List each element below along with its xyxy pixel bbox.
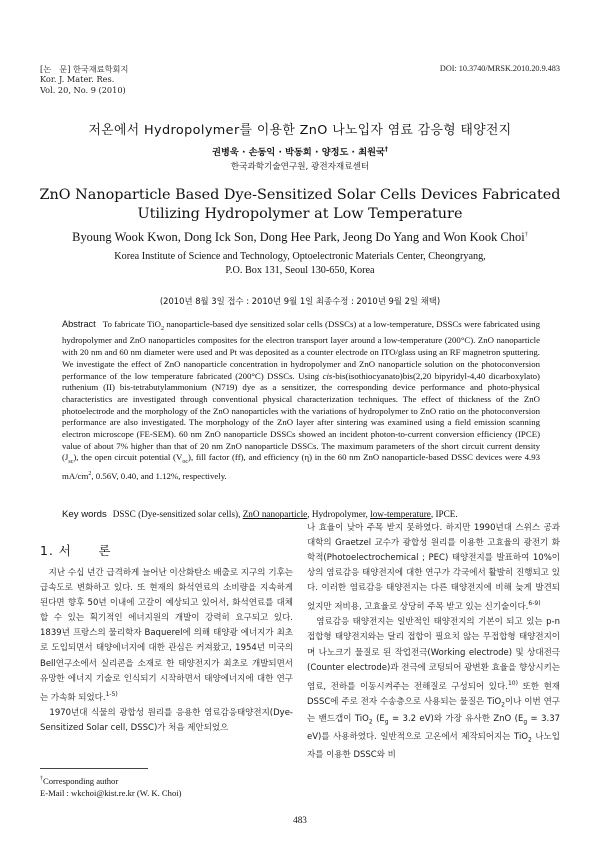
footnote-mark: † bbox=[40, 776, 43, 782]
abstract-sup: 2 bbox=[88, 470, 92, 477]
received-dates: (2010년 8월 3일 접수 : 2010년 9월 1일 최종수정 : 2010년 9월 2일 채택) bbox=[159, 296, 441, 306]
abstract-sub: 2 bbox=[161, 325, 164, 332]
affiliation-english-line1: Korea Institute of Science and Technology, Optoelectronic Materials Center, Cheongryang, bbox=[114, 251, 486, 262]
keywords bbox=[62, 509, 540, 520]
journal-name-ko: [논 문] 한국재료학회지 bbox=[40, 64, 129, 74]
corresponding-mark: † bbox=[384, 145, 388, 153]
citation: 10) bbox=[507, 679, 518, 687]
body-paragraph: 1970년대 식물의 광합성 원리를 응용한 염료감응태양전지(Dye-Sensitized Solar cell, DSSC)가 처음 제안되었으 bbox=[40, 707, 293, 733]
body-text: 염료감응 태양전지는 일반적인 태양전지의 기본이 되고 있는 p-n 접합형 태양전지와는 달리 접합이 필요치 않는 무접합형 태양전지이며 나노크기 물질로 된 작업전극(Working electrode) 및 상대전극(Counter electrode)과 전극에 코팅되어 광변환 효율을 향상시키는 염료, 전하를 이동시켜주는 전해질로 구성되어 있다. bbox=[307, 617, 560, 692]
body-sub: 2 bbox=[528, 736, 532, 744]
keyword-text: low-temperature bbox=[370, 509, 431, 519]
citation: 6-9) bbox=[528, 600, 541, 608]
body-sub: 2 bbox=[501, 701, 505, 709]
body-paragraph bbox=[307, 521, 560, 615]
body-column-left bbox=[40, 566, 293, 736]
abstract-text: ), fill factor (ff), and efficiency (η) in the 60 nm ZnO nanoparticle-based DSSC devices were 4.93 mA/cm bbox=[62, 452, 540, 481]
body-text: 또한 현재 DSSC에 주로 전자 수송층으로 사용되는 물질은 TiO bbox=[307, 681, 561, 707]
corresponding-mark-en: † bbox=[524, 231, 528, 238]
footnote-line1 bbox=[40, 773, 182, 787]
body-paragraph bbox=[307, 615, 560, 763]
keyword-text: DSSC (Dye-sensitized solar cells), bbox=[112, 509, 243, 519]
keyword-text: , Hydropolymer, bbox=[307, 509, 371, 519]
body-text: 나 효율이 낮아 주목 받지 못하였다. 하지만 1990년대 스위스 공과대학의 Graetzel 교수가 광합성 원리를 이용한 고효율의 광전기 화학적(Photoelectrochemical ; PEC) 태양전지를 발표하여 10%이상의 염료감응 태양전지에 대한 연구가 각국에서 활발히 진행되고 있다. 이러한 염료감응 태양전지는 다른 태양전지에 비해 늦게 발견되었지만 저비용, 고효율로 상당히 주목 받고 있는 신기술이다. bbox=[307, 523, 560, 613]
body-text: (E bbox=[372, 714, 385, 725]
affiliation-korean: 한국과학기술연구원, 광전자재료센터 bbox=[230, 162, 370, 172]
body-sub: g bbox=[523, 719, 528, 727]
doi: DOI: 10.3740/MRSK.2010.20.9.483 bbox=[439, 64, 560, 73]
abstract-sub: oc bbox=[182, 459, 189, 466]
abstract-sub: sc bbox=[68, 459, 74, 466]
abstract-text: ), the open circuit potential (V bbox=[73, 452, 183, 463]
section-heading: 1. 서 론 bbox=[40, 543, 112, 558]
abstract-text: nanoparticle-based dye sensitized solar cells (DSSCs) at a low-temperature, DSSCs were fabricated using hydropolymer and ZnO nanoparticles composites for the electron transport layer around a low-temperature (200°C). ZnO nanoparticle with 20 nm and 60 nm diameter were used and Pt was deposited as a counter electrode on ITO/glass using an RF magnetron sputtering. We investigate the effect of ZnO nanoparticle concentration in hydropolymer and ZnO nanoparticle solution on the photoconversion performance of the low temperature fabricated (200°C) DSSCs. Using bbox=[62, 319, 540, 381]
abstract bbox=[62, 319, 540, 483]
affiliation-english-line2: P.O. Box 131, Seoul 130-650, Korea bbox=[225, 265, 375, 276]
journal-name-en: Kor. J. Mater. Res. bbox=[40, 74, 115, 85]
abstract-italic: cis bbox=[322, 370, 333, 381]
title-english-line2: Utilizing Hydropolymer at Low Temperature bbox=[137, 206, 463, 222]
body-sub: 2 bbox=[368, 719, 373, 727]
title-english bbox=[30, 186, 570, 224]
abstract-label: Abstract bbox=[62, 319, 96, 329]
body-sub: g bbox=[384, 719, 389, 727]
body-paragraph bbox=[40, 566, 293, 706]
body-text: 이나 이번 연구는 밴드갭이 TiO bbox=[307, 696, 560, 725]
authors-korean bbox=[0, 144, 600, 158]
footnote-text: Corresponding author bbox=[43, 775, 119, 786]
page-number: 483 bbox=[293, 815, 307, 825]
title-korean: 저온에서 Hydropolymer를 이용한 ZnO 나노입자 염료 감응형 태양전지 bbox=[88, 123, 512, 138]
footnote-rule bbox=[40, 768, 148, 769]
abstract-text: , 0.56V, 0.40, and 1.12%, respectively. bbox=[91, 470, 227, 481]
affiliation-english bbox=[30, 250, 570, 278]
keywords-label: Key words bbox=[62, 509, 107, 520]
citation: 1-5) bbox=[105, 690, 118, 698]
keyword-text: ZnO nanoparticle bbox=[242, 509, 308, 519]
authors-english-names: Byoung Wook Kwon, Dong Ick Son, Dong Hee Park, Jeong Do Yang and Won Kook Choi bbox=[72, 230, 525, 244]
footnote-email: E-Mail : wkchoi@kist.re.kr (W. K. Choi) bbox=[40, 787, 182, 798]
journal-header bbox=[40, 64, 128, 95]
body-text: = 3.2 eV)와 가장 유사한 ZnO (E bbox=[388, 714, 524, 725]
abstract-text: -bis(isothiocyanato)bis(2,20 bipyridyl-4,40 dicarboxylato) ruthenium (II) bis-tetrabutylammonium (N719) dye as a sensitizer, the corresponding device performance and photo-physical characteristics are investigated through conventional physical characterization techniques. The effect of thickness of the ZnO photoelectrode and the morphology of the ZnO nanoparticles with the variations of hydropolymer to ZnO ratio on the photoconversion performance are also investigated. The morphology of the ZnO layer after sintering was examined using a field emission scanning electron microscope (FE-SEM). 60 nm ZnO nanoparticle DSSCs showed an incident photon-to-current conversion efficiency (IPCE) value of about 7% higher than that of 20 nm ZnO nanoparticle DSSCs. The maximum parameters of the short circuit current density (J bbox=[62, 370, 540, 463]
body-text: = 3.37 eV)를 사용하였다. 일반적으로 고온에서 제작되어지는 TiO bbox=[307, 714, 561, 743]
title-english-line1: ZnO Nanoparticle Based Dye-Sensitized Solar Cells Devices Fabricated bbox=[39, 187, 561, 203]
authors-english bbox=[20, 230, 580, 245]
authors-korean-names: 권병욱 · 손동익 · 박동희 · 양정도 · 최원국 bbox=[212, 147, 385, 158]
body-text: 나노입자를 이용한 DSSC와 비 bbox=[307, 732, 560, 761]
keyword-text: , IPCE. bbox=[430, 509, 458, 519]
body-text: 지난 수십 년간 급격하게 늘어난 이산화탄소 배출로 지구의 기후는 급속도로 변화하고 있다. 또 현재의 화석연료의 소비량을 지속하게 된다면 향후 50년 이내에 고갈이 예상되고 있어서, 화석연료를 대체할 수 있는 획기적인 에너지원의 개발이 강력히 요구되고 있다. 1839년 프랑스의 물리학자 Baquerel에 의해 태양광 에너지가 최초로 도입되면서 태양에너지에 대한 관심은 커져왔고, 1954년 미국의 Bell연구소에서 실리콘을 소재로 한 태양전지가 최초로 개발되면서 유망한 에너지 기술로 인식되기 시작하면서 태양에너지에 대한 연구는 가속화 되었다. bbox=[40, 568, 293, 703]
abstract-text: To fabricate TiO bbox=[102, 319, 161, 329]
body-column-right bbox=[307, 521, 560, 763]
journal-volume: Vol. 20, No. 9 (2010) bbox=[40, 84, 126, 95]
footnote bbox=[40, 773, 182, 799]
